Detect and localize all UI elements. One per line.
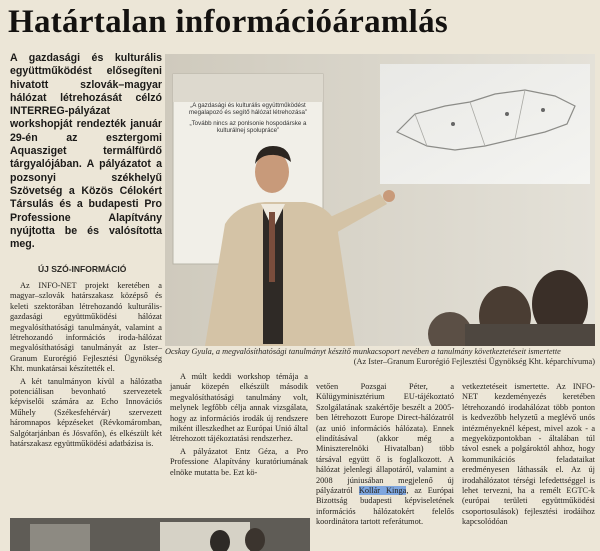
- article-column-1: [10, 281, 162, 450]
- article-column-3: [316, 382, 454, 528]
- article-lead: A gazdasági és kulturális együttműködést elősegíteni hivatott szlovák–magyar hálózat létrehozását célzó INTERREG-pályázat workshopját rendezték január 29-én az esztergomi Aquasziget termálfürdő tárgyalójában. A pályázatot a pozsonyi székhelyű Szövetség a Közös Célokért Társulás és a budapesti Pro Professione Alapítvány nyújtotta be és valósította meg.: [10, 52, 162, 251]
- article-headline: Határtalan információáramlás: [8, 4, 449, 40]
- paragraph: vetkeztetéseit ismertette. Az INFO-NET kezdeményezés keretében létrehozandó irodahálózat több ponton is kedvezőbb helyzetű a meglévő unós intézményeknél képest, mivel azok - a megyeközpontokban - általában túl távol esnek a polgároktól ahhoz, hogy kommunikációs feladataikat eredményesen láthassák el. Az új irodahálózatot térségi lefedettséggel is lehet tervezni, ha a remélt EGTC-k (európai területi együttműködési csoportosulások) fejlesztési irodáihoz kapcsolódóan: [462, 382, 595, 527]
- presentation-scene: [165, 54, 595, 346]
- photo-credit: (Az Ister–Granum Eurorégió Fejlesztési Ügynökség Kht. képarchívuma): [353, 357, 595, 367]
- paragraph: A két tanulmányon kívül a hálózatba potenciálisan bevonható szervezetek képviselői számára az Echo Innovációs Műhely (Székesfehérvár) szervezett háromnapos képzéseket (Révkomáromban, Salgótarjánban és Jósvafőn), és elkészült két határszakasz együttműködési adatbázisa is.: [10, 376, 162, 449]
- article-photo: [165, 54, 595, 346]
- second-photo: [10, 518, 310, 551]
- caption-text: Ocskay Gyula, a megvalósíthatósági tanulmányt készítő munkacsoport nevében a tanulmány következtetéseit ismertette: [165, 347, 561, 356]
- paragraph: A múlt keddi workshop témája a január közepén elkészült második megvalósíthatósági tanulmány volt, melynek legfőbb célja annak vizsgálata, hogy az információs irodák új rendszere miként illeszkedhet az Európai Unió által létrehozott tájékoztatási rendszerhez.: [170, 372, 308, 444]
- second-photo-scene: [10, 518, 310, 551]
- article-column-2: [170, 372, 308, 478]
- article-column-4: [462, 382, 595, 528]
- paragraph: Az INFO-NET projekt keretében a magyar–szlovák határszakasz középső és keleti szektorában létrehozandó kulturális-gazdasági együttműködési hálózat megvalósíthatósági tanulmányát, valamint a létrehozandó információs iroda-hálózat megvalósíthatósági tanulmányát az Ister–Granum Eurorégió Fejlesztési Ügynökség Kht. munkatársai készítették el.: [10, 281, 162, 374]
- paragraph: vetően Pozsgai Péter, a Külügyminisztérium EU-tájékoztató Szolgálatának szakértője beszélt a 2005-ben létrehozott Europe Direct-hálózatról (az unió információs hálózata). Ennek elindításával (akkor még a Miniszterelnöki Hivatalban) több társával együtt ő is foglalkozott. A hálózat jelenlegi állapotáról, valamint a 2008 júniusában megjelenő új pályázatról Kollár Kinga, az Európai Bizottság budapesti képviseletének információs hálózatokért felelős koordinátora tartott referátumot.: [316, 382, 454, 527]
- banner-line-hu: „A gazdasági és kulturális együttműködést megalapozó és segítő hálózat létrehozása”: [189, 102, 307, 117]
- paragraph: A pályázatot Entz Géza, a Pro Professione Alapítvány kuratóriumának elnöke mutatta be. Ezt kö-: [170, 446, 308, 477]
- projection-screen: [380, 64, 590, 184]
- banner-line-sk: „Tovább nincs az ponlsonie hospodárske a kulturálnej spolupráce”: [189, 119, 307, 135]
- banner-text: [179, 102, 317, 135]
- highlighted-name: Kollár Kinga: [358, 486, 407, 496]
- byline: ÚJ SZÓ-INFORMÁCIÓ: [38, 264, 127, 274]
- photo-caption: [165, 347, 595, 368]
